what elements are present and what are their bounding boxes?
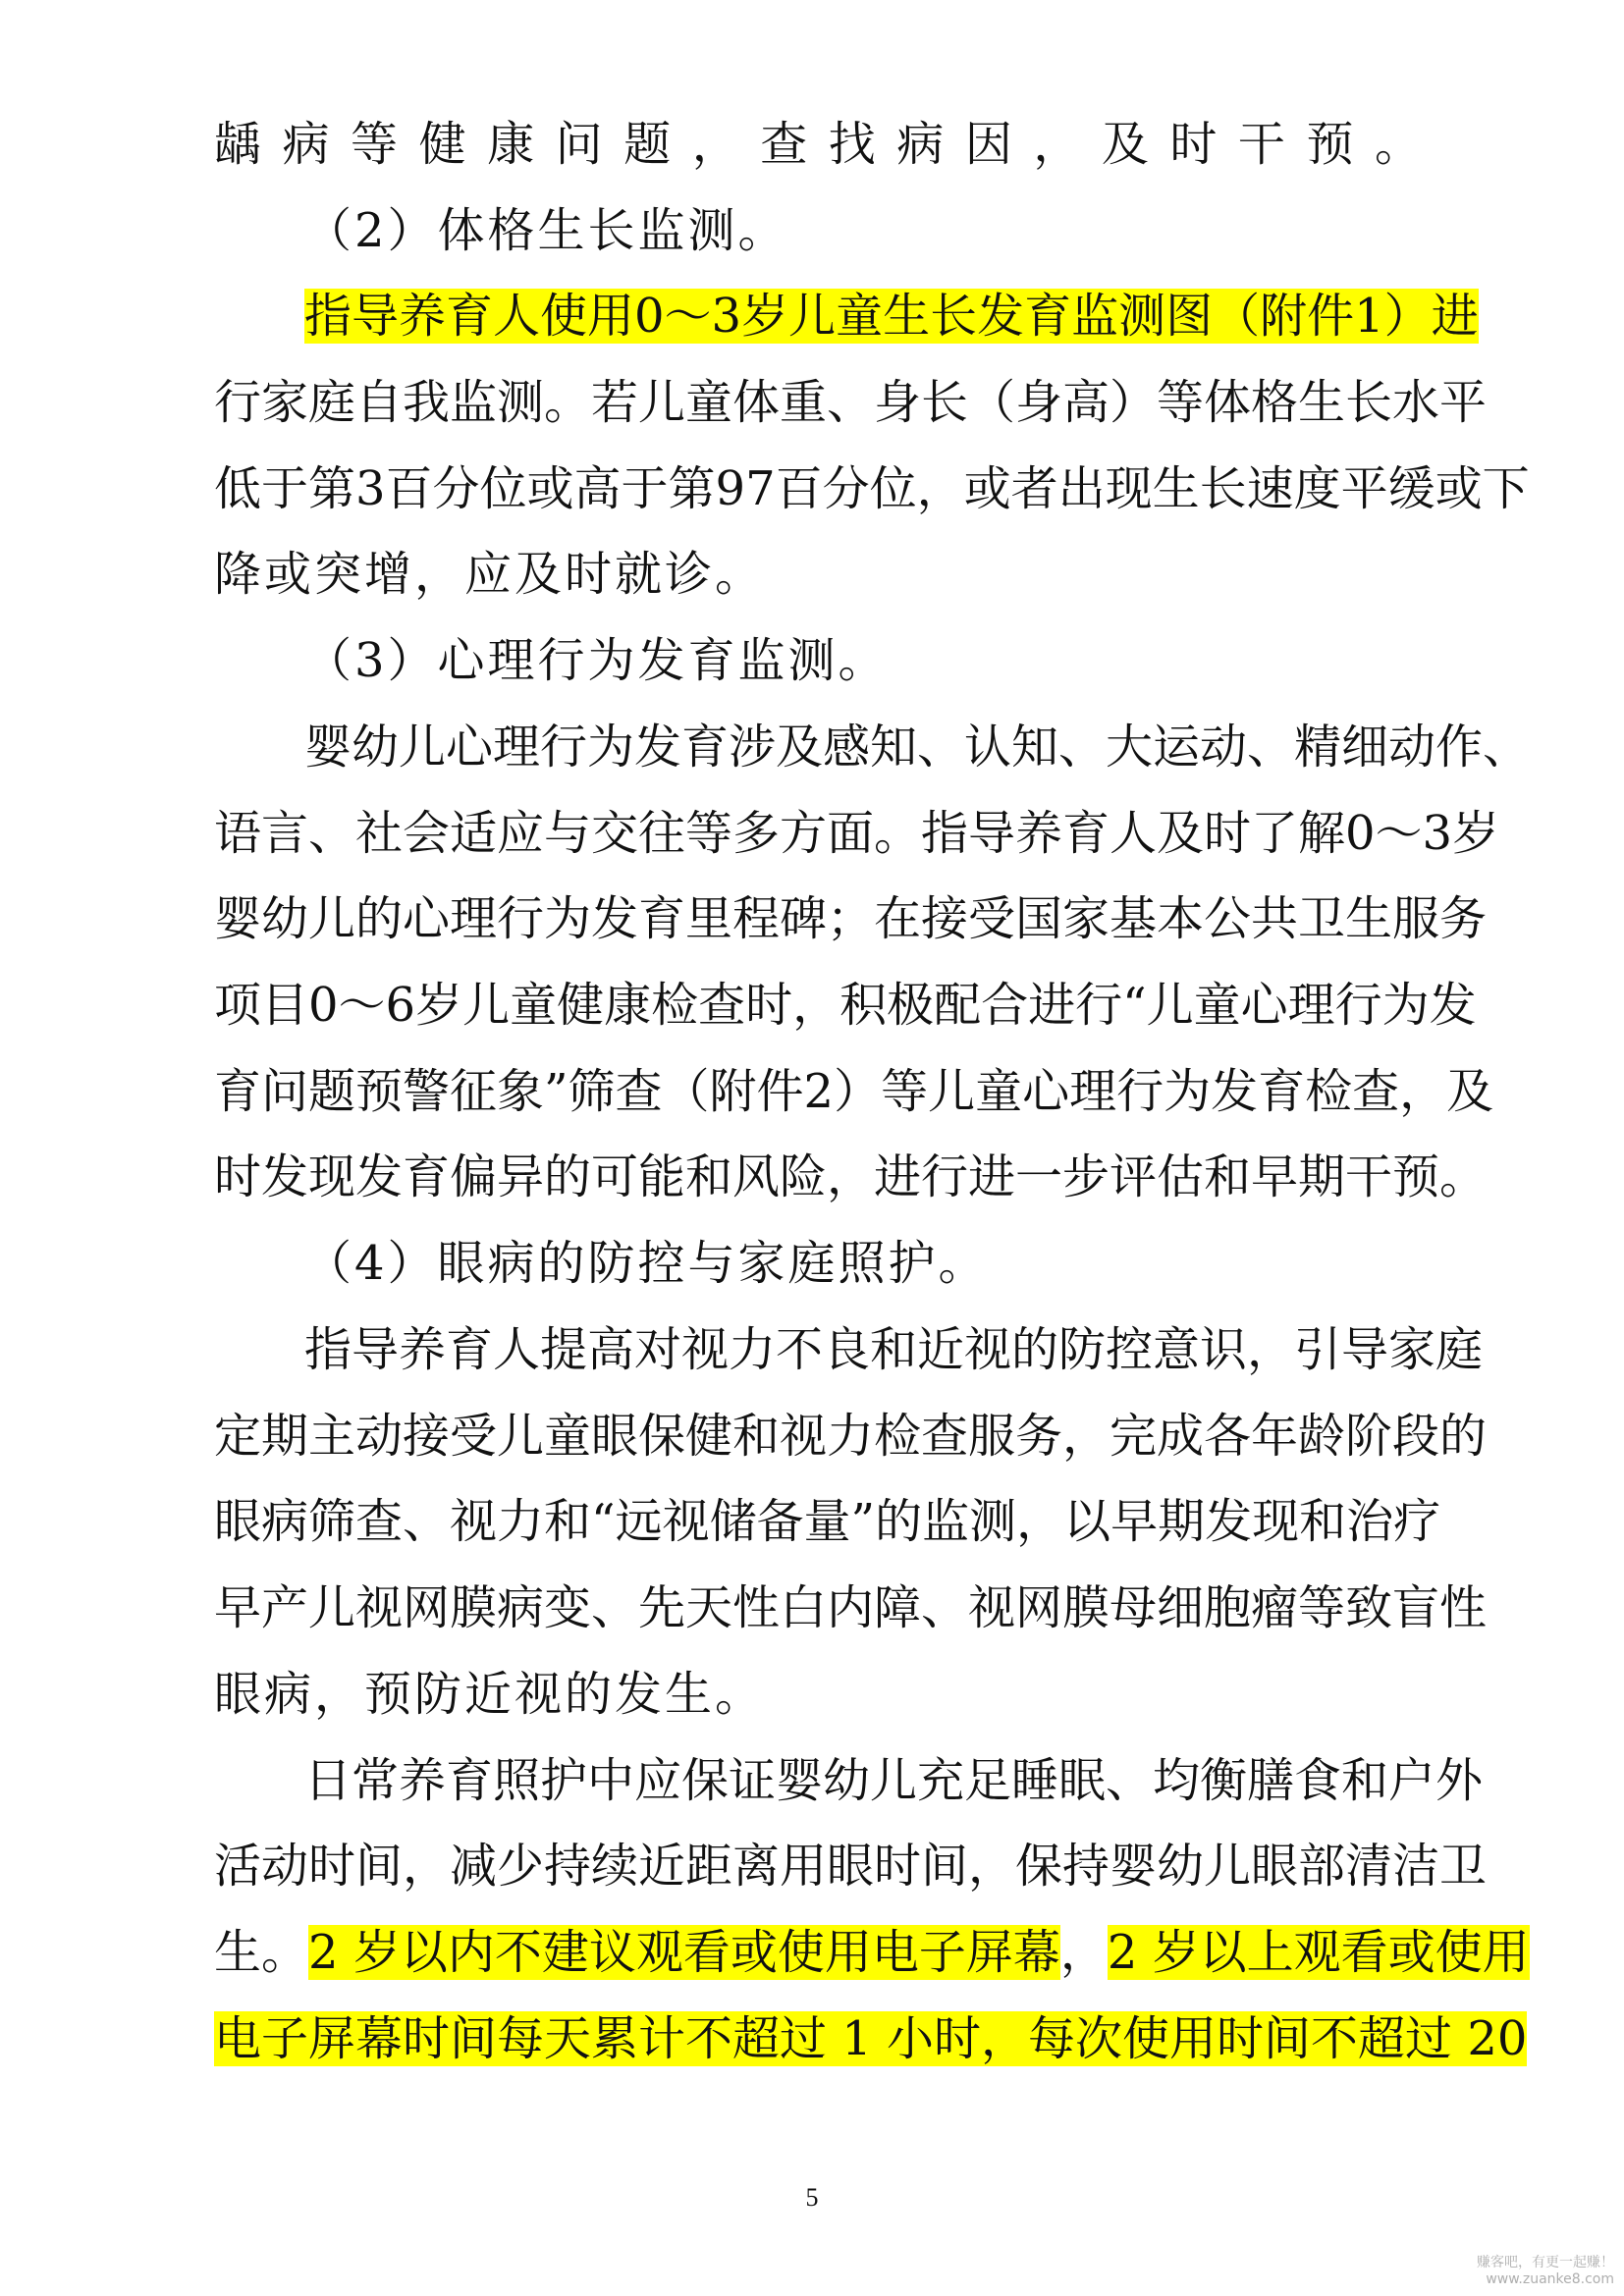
highlight: 2 岁以上观看或使用 [1107,1925,1530,1980]
highlight: 2 岁以内不建议观看或使用电子屏幕 [308,1925,1060,1980]
text-line: 指导养育人提高对视力不良和近视的防控意识，引导家庭 [304,1322,1484,1377]
text-line: 育问题预警征象”筛查（附件2）等儿童心理行为发育检查，及 [214,1064,1494,1119]
section-heading: （4）眼病的防控与家庭照护。 [304,1236,989,1291]
text-line: 语言、社会适应与交往等多方面。指导养育人及时了解0～3岁 [214,806,1500,861]
highlight: 指导养育人使用0～3岁儿童生长发育监测图（附件1）进 [304,289,1479,344]
text-line-mixed-highlight [214,1922,1530,1983]
section-heading: （3）心理行为发育监测。 [304,633,889,688]
text-line: 婴幼儿的心理行为发育里程碑；在接受国家基本公共卫生服务 [214,891,1488,946]
watermark-line: 赚客吧，有更一起赚！ [1477,2255,1614,2270]
highlight: 电子屏幕时间每天累计不超过 1 小时，每次使用时间不超过 20 [214,2011,1528,2066]
text-fragment: 生。 [214,1925,309,1980]
text-line-highlighted [214,2008,1528,2069]
text-line: 眼病筛查、视力和“远视储备量”的监测，以早期发现和治疗 [214,1494,1441,1549]
text-fragment: ， [1059,1925,1108,1980]
watermark [1477,2255,1614,2288]
page-number: 5 [805,2183,819,2212]
text-line: 婴幼儿心理行为发育涉及感知、认知、大运动、精细动作、 [304,720,1531,774]
text-line: 定期主动接受儿童眼保健和视力检查服务，完成各年龄阶段的 [214,1409,1488,1464]
watermark-url: www.zuanke8.com [1486,2271,1614,2287]
text-line: 项目0～6岁儿童健康检查时，积极配合进行“儿童心理行为发 [214,978,1477,1033]
text-line: 日常养育照护中应保证婴幼儿充足睡眠、均衡膳食和户外 [304,1753,1484,1808]
text-line: 龋病等健康问题，查找病因，及时干预。 [214,117,1422,172]
text-line: 早产儿视网膜病变、先天性白内障、视网膜母细胞瘤等致盲性 [214,1580,1488,1635]
text-line-highlighted [304,286,1479,347]
text-line: 行家庭自我监测。若儿童体重、身长（身高）等体格生长水平 [214,375,1488,430]
text-line: 活动时间，减少持续近距离用眼时间，保持婴幼儿眼部清洁卫 [214,1839,1488,1894]
text-line: 眼病，预防近视的发生。 [214,1667,766,1722]
text-line: 低于第3百分位或高于第97百分位，或者出现生长速度平缓或下 [214,461,1530,516]
section-heading: （2）体格生长监测。 [304,203,788,258]
text-line: 降或突增，应及时就诊。 [214,547,766,602]
text-line: 时发现发育偏异的可能和风险，进行进一步评估和早期干预。 [214,1149,1488,1204]
